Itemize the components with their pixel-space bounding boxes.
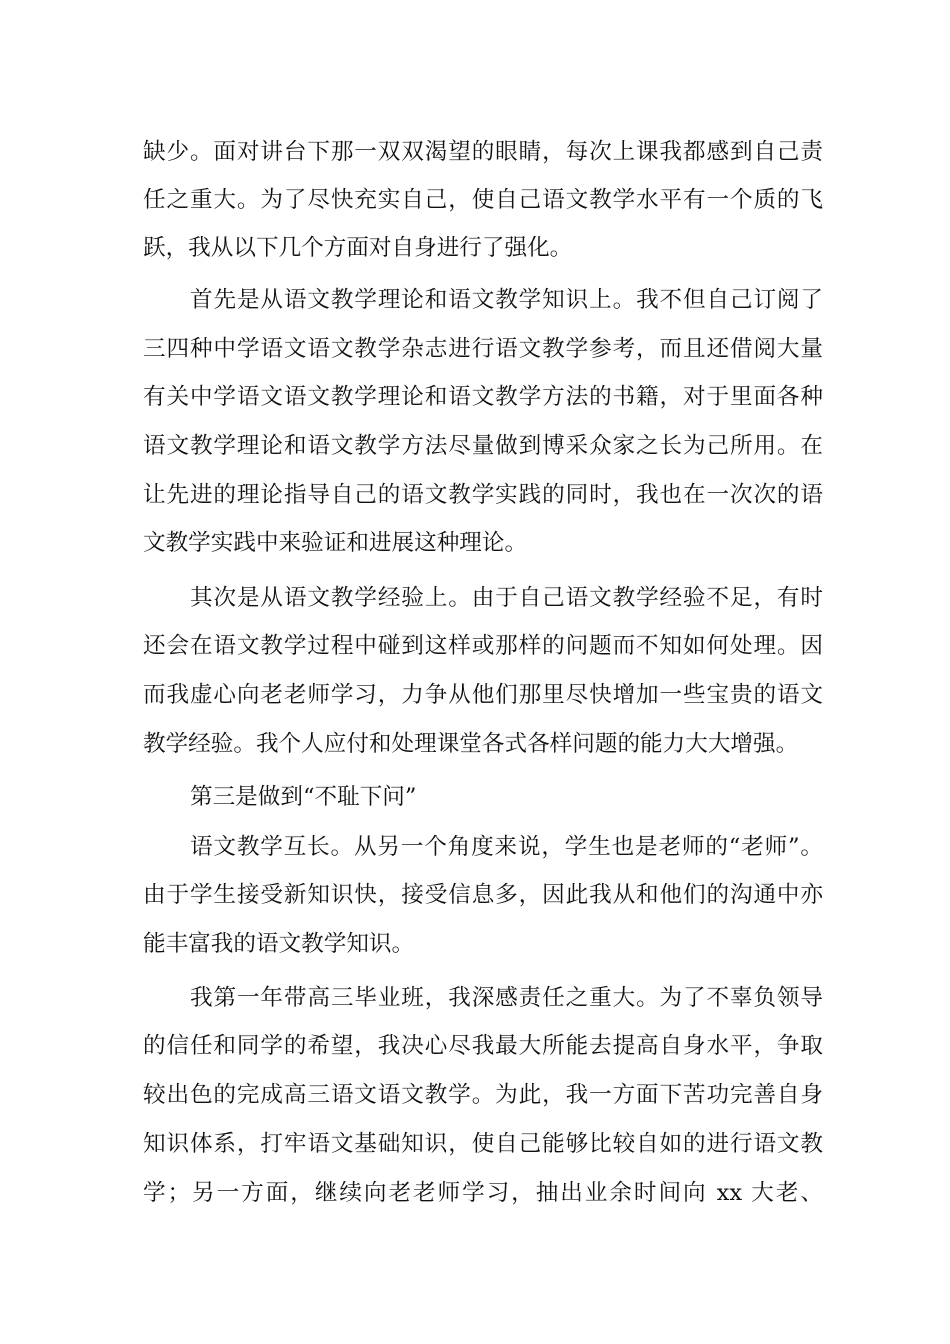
text-line: 跃，我从以下几个方面对自身进行了强化。 [143,235,573,261]
text-line: 我第一年带高三毕业班，我深感责任之重大。为了不辜负领导 [190,985,823,1011]
text-line: 让先进的理论指导自己的语文教学实践的同时，我也在一次次的语 [143,482,823,508]
text-line: 缺少。面对讲台下那一双双渴望的眼睛，每次上课我都感到自己责 [143,139,823,165]
text-line: 语文教学互长。从另一个角度来说，学生也是老师的“老师”。 [190,834,823,860]
text-line: 知识体系，打牢语文基础知识，使自己能够比较自如的进行语文教 [143,1131,823,1157]
text-line: 较出色的完成高三语文语文教学。为此，我一方面下苦功完善自身 [143,1082,823,1108]
text-line: 由于学生接受新知识快，接受信息多，因此我从和他们的沟通中亦 [143,882,823,908]
text-line: 首先是从语文教学理论和语文教学知识上。我不但自己订阅了 [190,287,823,313]
text-line: 教学经验。我个人应付和处理课堂各式各样问题的能力大大增强。 [143,731,799,757]
text-line: 而我虚心向老老师学习，力争从他们那里尽快增加一些宝贵的语文 [143,682,823,708]
text-line: 语文教学理论和语文教学方法尽量做到博采众家之长为己所用。在 [143,433,823,459]
text-line: 其次是从语文教学经验上。由于自己语文教学经验不足，有时 [190,585,823,611]
text-line: 任之重大。为了尽快充实自己，使自己语文教学水平有一个质的飞 [143,187,823,213]
text-line: 还会在语文教学过程中碰到这样或那样的问题而不知如何处理。因 [143,633,823,659]
text-line: 的信任和同学的希望，我决心尽我最大所能去提高自身水平，争取 [143,1033,823,1059]
text-line: 有关中学语文语文教学理论和语文教学方法的书籍，对于里面各种 [143,384,823,410]
text-line: 学；另一方面，继续向老老师学习，抽出业余时间向 xx 大老、 [143,1180,823,1206]
text-line: 文教学实践中来验证和进展这种理论。 [143,530,528,556]
text-line: 能丰富我的语文教学知识。 [143,931,415,957]
text-line: 第三是做到“不耻下问” [190,784,417,810]
text-line: 三四种中学语文语文教学杂志进行语文教学参考，而且还借阅大量 [143,336,823,362]
